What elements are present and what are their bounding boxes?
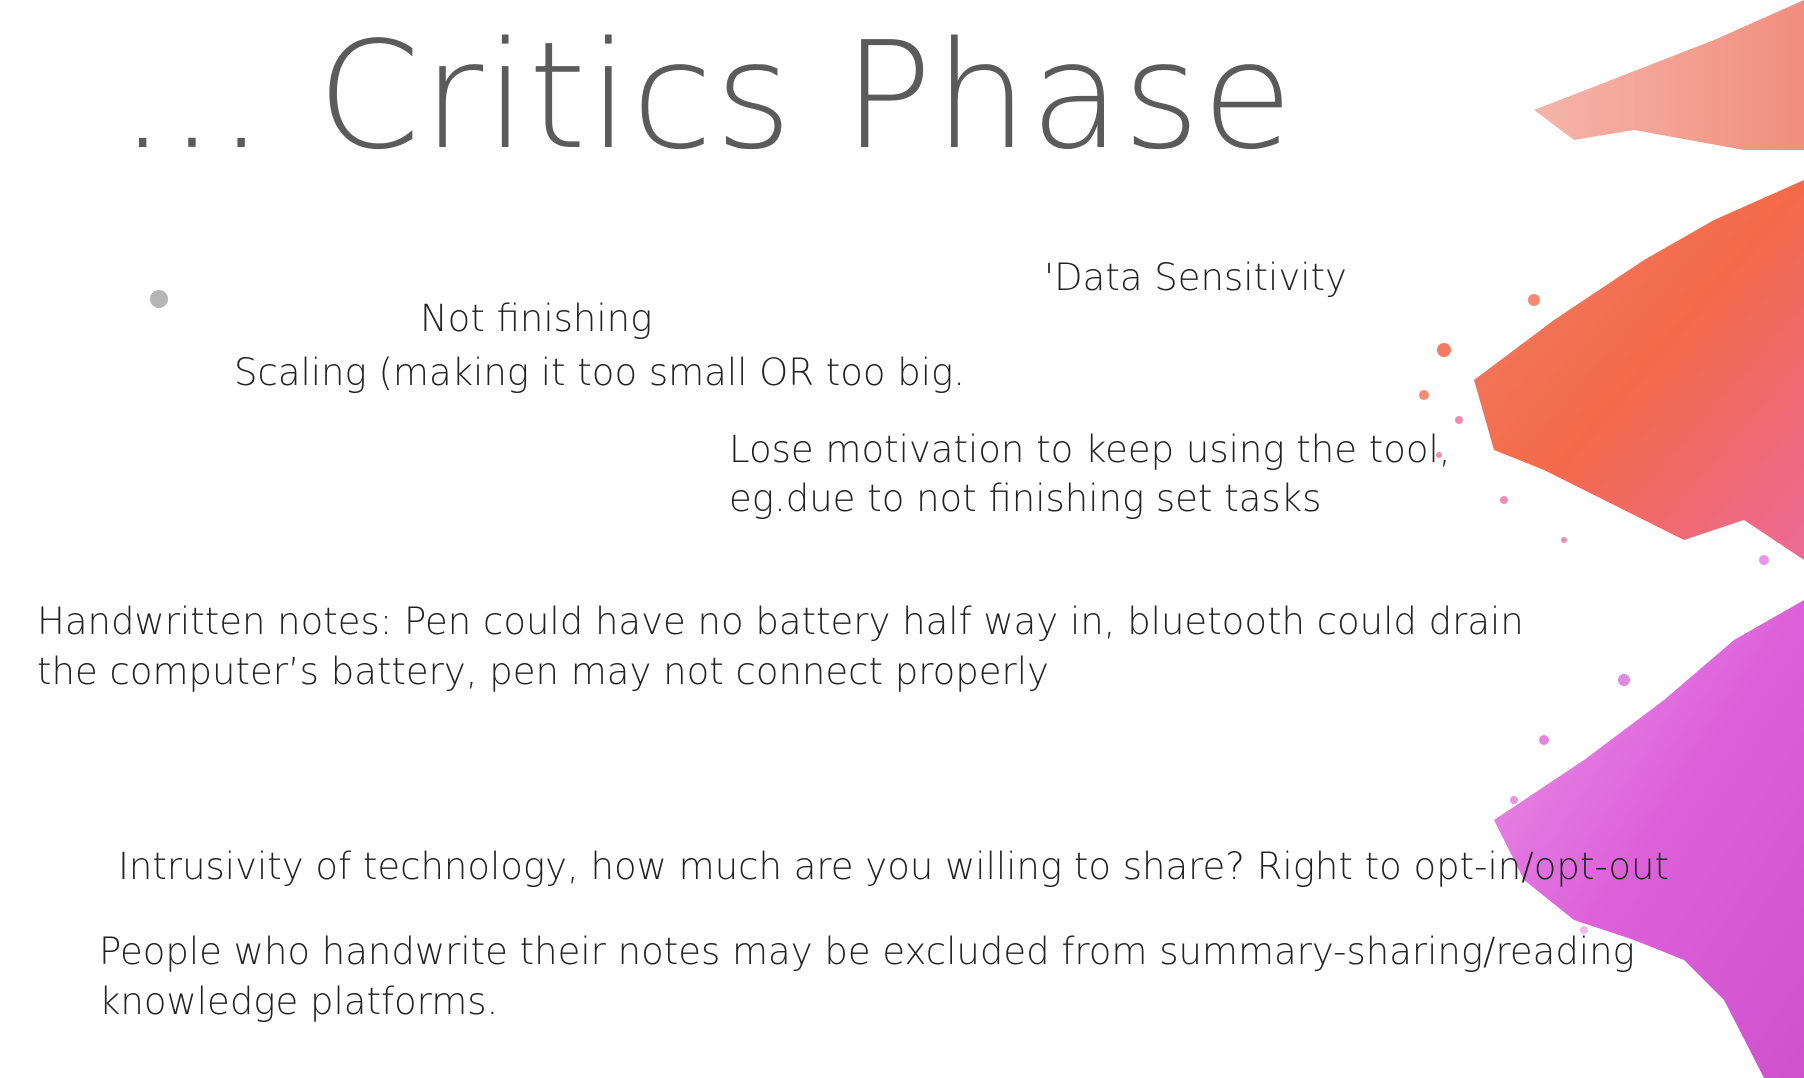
note-scaling: Scaling (making it too small OR too big.	[234, 351, 966, 394]
splash-top	[1534, 0, 1804, 150]
slide-title: … Critics Phase	[118, 10, 1295, 182]
note-motivation-line1: Lose motivation to keep using the tool,	[729, 428, 1451, 471]
note-people-line2: knowledge platforms.	[99, 980, 499, 1023]
note-handwritten-line1: Handwritten notes: Pen could have no battery half way in, bluetooth could drain	[37, 600, 1524, 643]
note-data-sensitivity: 'Data Sensitivity	[1044, 256, 1347, 299]
splash-bottom	[1494, 600, 1804, 1078]
note-handwritten-line2: the computer’s battery, pen may not connect properly	[37, 650, 1049, 693]
note-intrusivity: Intrusivity of technology, how much are you willing to share? Right to opt-in/opt-out	[118, 845, 1669, 888]
watercolor-splash-decoration	[1384, 0, 1804, 1078]
note-motivation-line2: eg.due to not finishing set tasks	[729, 477, 1322, 520]
bullet-dot	[150, 290, 168, 308]
note-people-line1: People who handwrite their notes may be excluded from summary-sharing/reading	[99, 930, 1635, 973]
note-not-finishing: Not finishing	[420, 297, 653, 340]
splash-middle	[1474, 180, 1804, 560]
